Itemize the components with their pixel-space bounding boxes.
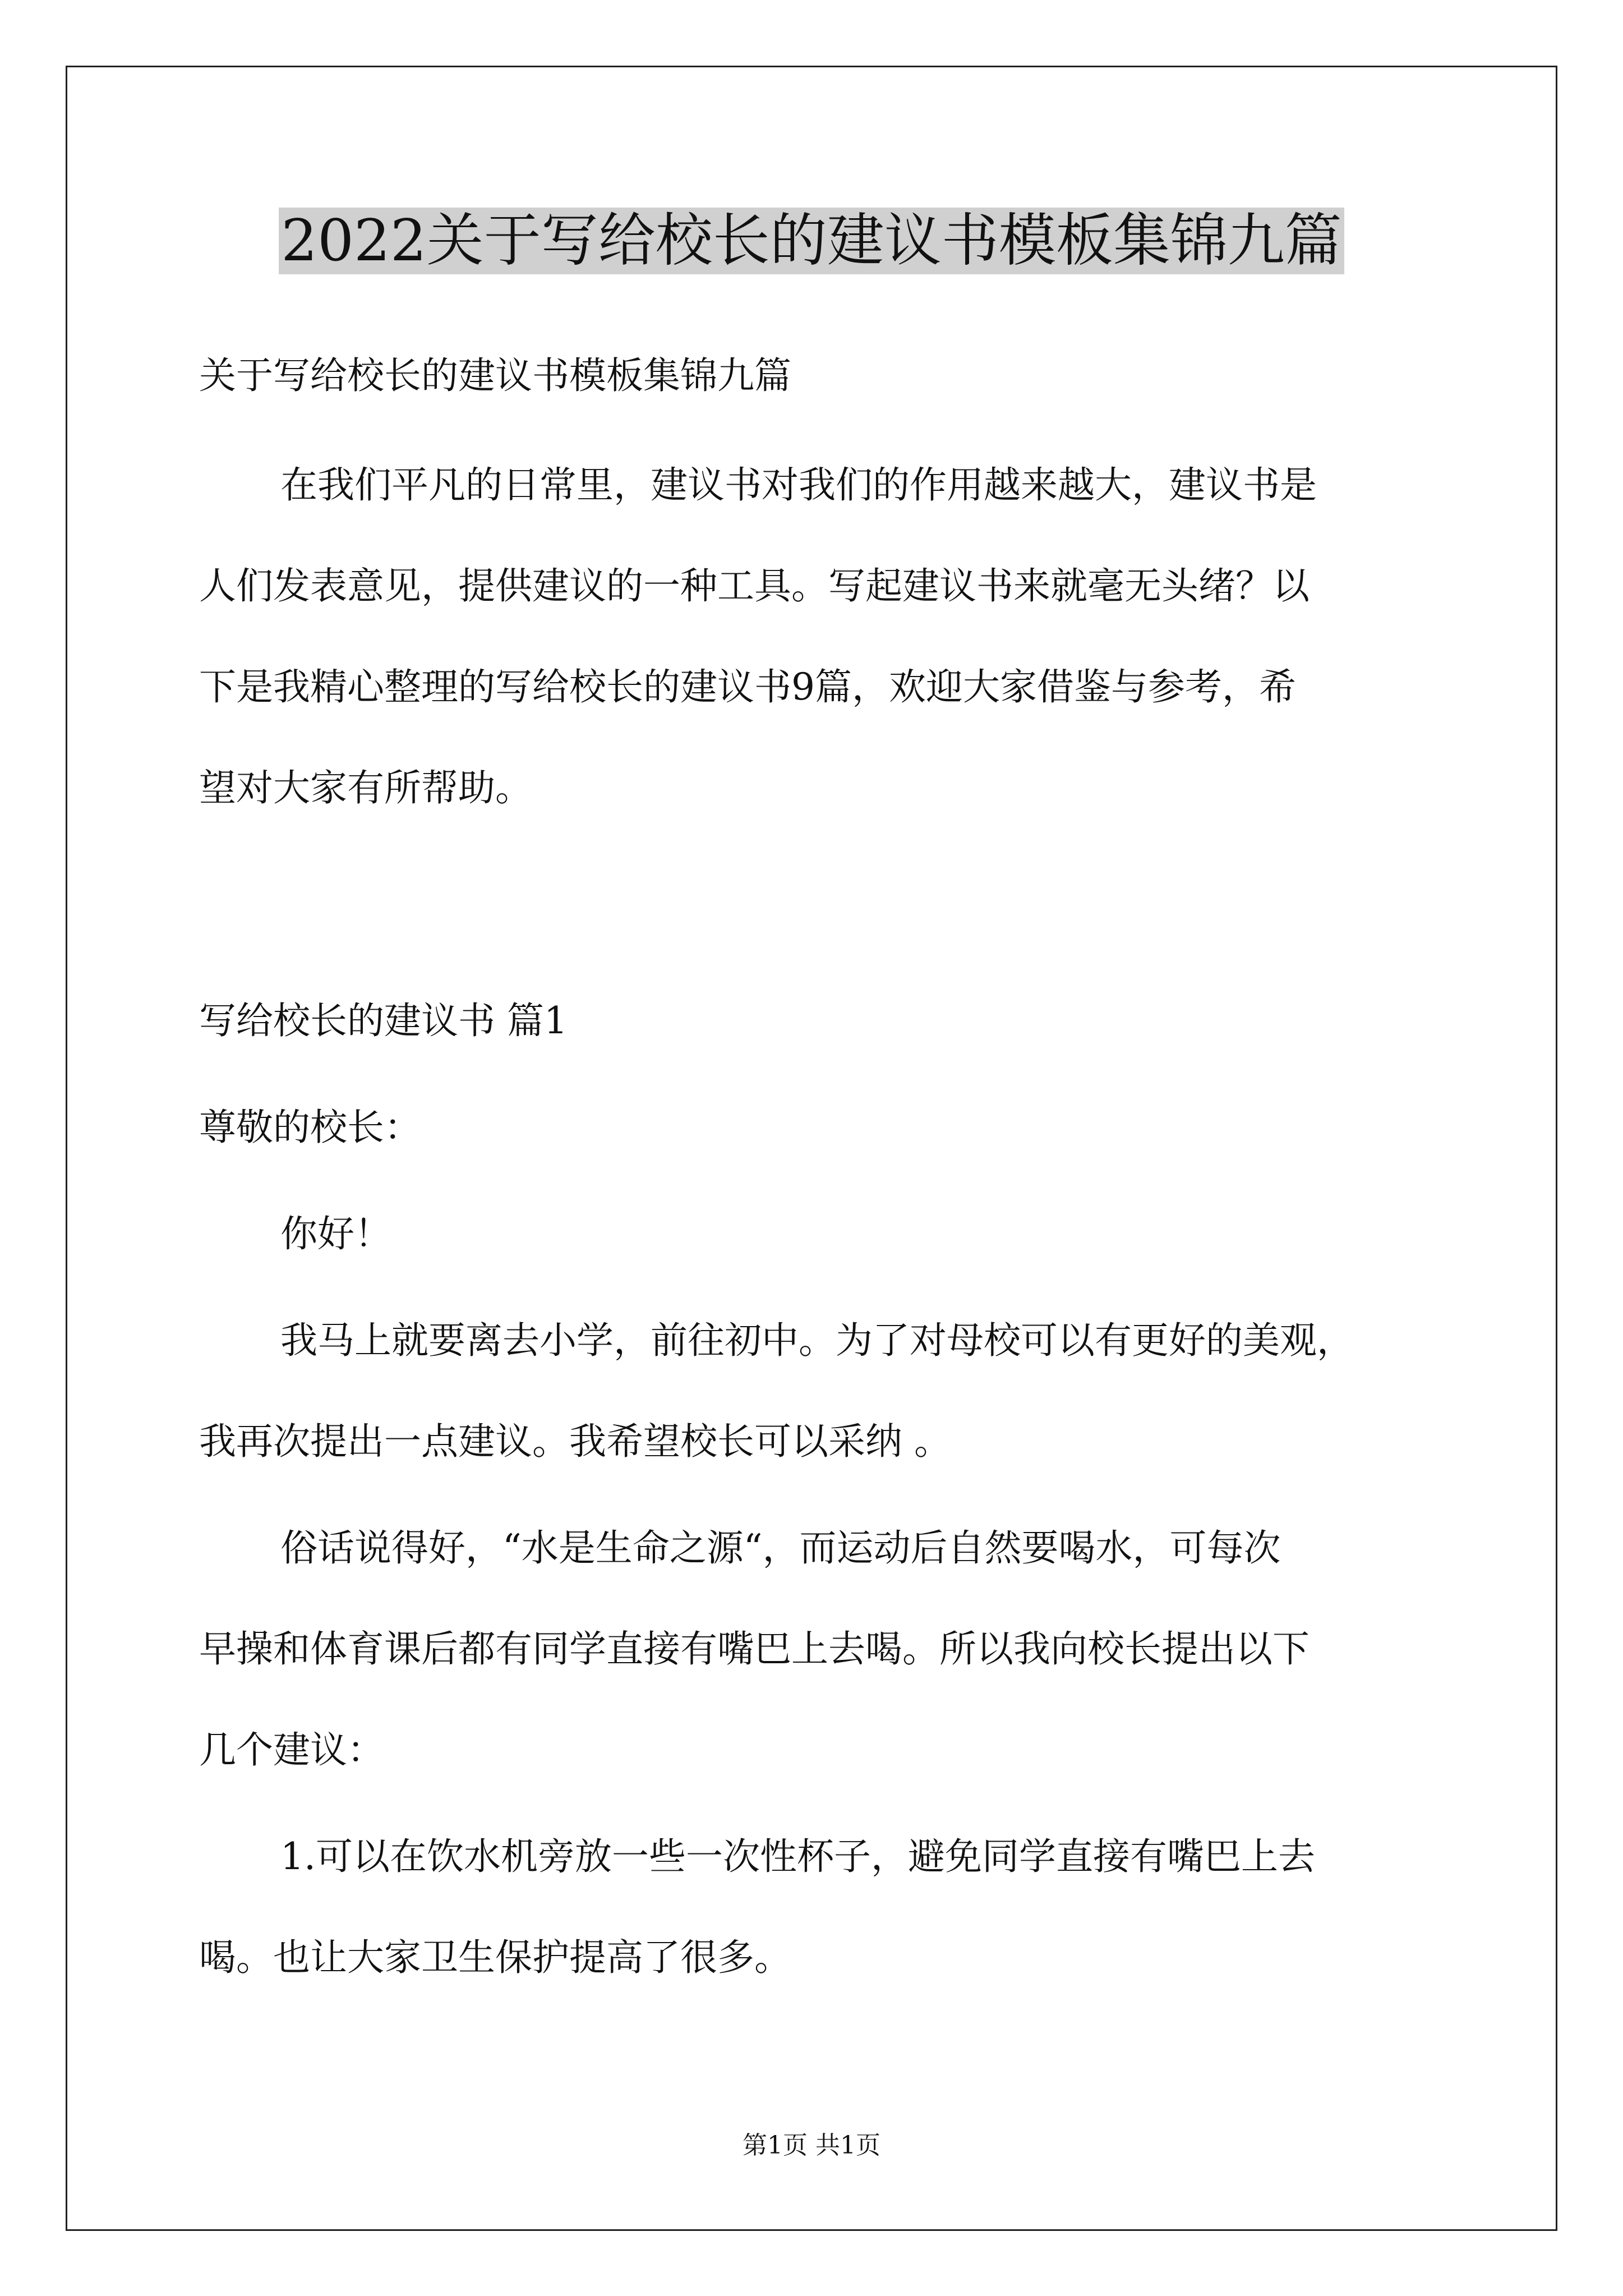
para2-line-3: 几个建议： [199,1728,384,1772]
section-heading: 写给校长的建议书 篇1 [199,999,568,1042]
page-footer: 第1页 共1页 [743,2131,880,2160]
para1-line-2: 我再次提出一点建议。我希望校长可以采纳 。 [199,1420,951,1463]
document-title: 2022关于写给校长的建议书模板集锦九篇 [0,199,1623,283]
intro-line-3: 下是我精心整理的写给校长的建议书9篇，欢迎大家借鉴与参考，希 [199,665,1296,708]
para2-line-2: 早操和体育课后都有同学直接有嘴巴上去喝。所以我向校长提出以下 [199,1627,1310,1671]
greeting: 你好！ [280,1212,391,1255]
subtitle: 关于写给校长的建议书模板集锦九篇 [199,354,791,397]
item1-line-2: 喝。也让大家卫生保护提高了很多。 [199,1936,791,1979]
intro-line-2: 人们发表意见，提供建议的一种工具。写起建议书来就毫无头绪？以 [199,564,1310,608]
para2-line-1: 俗话说得好，“水是生命之源“，而运动后自然要喝水，可每次 [280,1526,1281,1570]
intro-line-4: 望对大家有所帮助。 [199,766,532,809]
intro-line-1: 在我们平凡的日常里，建议书对我们的作用越来越大，建议书是 [280,463,1317,507]
salutation: 尊敬的校长： [199,1106,421,1149]
item1-line-1: 1.可以在饮水机旁放一些一次性杯子，避免同学直接有嘴巴上去 [280,1835,1315,1878]
para1-line-1: 我马上就要离去小学，前往初中。为了对母校可以有更好的美观， [280,1319,1354,1362]
